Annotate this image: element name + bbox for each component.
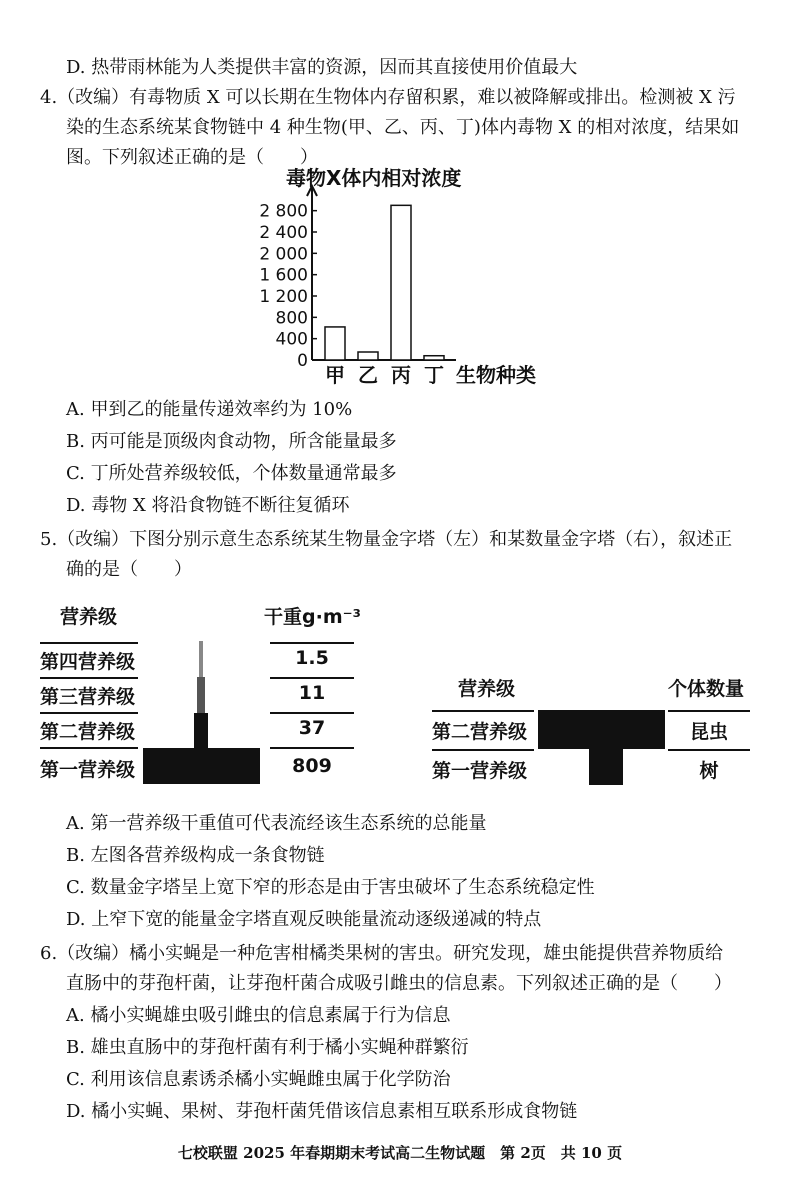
q5-option-a: A. 第一营养级干重值可代表流经该生态系统的总能量 bbox=[66, 813, 487, 834]
q6-option-c: C. 利用该信息素诱杀橘小实蝇雌虫属于化学防治 bbox=[66, 1069, 451, 1090]
y-tick-label: 800 bbox=[275, 308, 308, 329]
y-tick-label: 400 bbox=[275, 329, 308, 350]
x-tick-label: 乙 bbox=[358, 363, 378, 387]
q5-stem-line1: 5.（改编）下图分别示意生态系统某生物量金字塔（左）和某数量金字塔（右），叙述正 bbox=[40, 529, 733, 550]
q4-option-d: D. 毒物 X 将沿食物链不断往复循环 bbox=[66, 495, 350, 516]
chart-title: 毒物X体内相对浓度 bbox=[286, 166, 462, 190]
biomass-header-level: 营养级 bbox=[60, 606, 118, 628]
y-tick-label: 0 bbox=[297, 351, 308, 371]
q5-option-b: B. 左图各营养级构成一条食物链 bbox=[66, 845, 325, 866]
q4-stem-line2: 染的生态系统某食物链中 4 种生物(甲、乙、丙、丁)体内毒物 X 的相对浓度，结果如 bbox=[66, 117, 740, 138]
biomass-value-1: 809 bbox=[292, 755, 332, 777]
q4-option-c: C. 丁所处营养级较低，个体数量通常最多 bbox=[66, 463, 397, 484]
y-tick-label: 2 800 bbox=[259, 201, 308, 222]
biomass-bar-3 bbox=[197, 677, 205, 713]
q3-option-d: D. 热带雨林能为人类提供丰富的资源，因而其直接使用价值最大 bbox=[66, 57, 578, 78]
y-tick-label: 2 000 bbox=[259, 244, 308, 265]
bar-丁 bbox=[424, 356, 444, 360]
q6-stem-line1: 6.（改编）橘小实蝇是一种危害柑橘类果树的害虫。研究发现，雄虫能提供营养物质给 bbox=[40, 943, 724, 964]
biomass-level-1: 第一营养级 bbox=[40, 759, 136, 781]
q4-option-a: A. 甲到乙的能量传递效率约为 10% bbox=[66, 399, 353, 420]
q6-option-b: B. 雄虫直肠中的芽孢杆菌有利于橘小实蝇种群繁衍 bbox=[66, 1037, 469, 1058]
number-level-2: 第二营养级 bbox=[432, 721, 528, 743]
y-tick-label: 2 400 bbox=[259, 223, 308, 243]
bar-甲 bbox=[325, 327, 345, 360]
x-tick-label: 丙 bbox=[391, 363, 411, 387]
number-level-1: 第一营养级 bbox=[432, 760, 528, 782]
toxin-concentration-chart bbox=[250, 160, 550, 392]
biomass-level-2: 第二营养级 bbox=[40, 721, 136, 743]
number-header-value: 个体数量 bbox=[668, 678, 745, 700]
q6-option-a: A. 橘小实蝇雄虫吸引雌虫的信息素属于行为信息 bbox=[66, 1005, 451, 1026]
number-bar-2 bbox=[538, 710, 665, 749]
x-tick-label: 丁 bbox=[424, 363, 444, 387]
biomass-level-4: 第四营养级 bbox=[40, 651, 136, 673]
q4-stem-line3: 图。下列叙述正确的是（ ） bbox=[66, 147, 318, 168]
bar-乙 bbox=[358, 352, 378, 360]
number-value-2: 昆虫 bbox=[689, 721, 728, 743]
q4-stem-line1: 4.（改编）有毒物质 X 可以长期在生物体内存留积累，难以被降解或排出。检测被 X 污 bbox=[40, 87, 736, 108]
q5-option-d: D. 上窄下宽的能量金字塔直观反映能量流动逐级递减的特点 bbox=[66, 909, 542, 930]
page-footer: 七校联盟 2025 年春期期末考试高二生物试题 第 2页 共 10 页 bbox=[177, 1144, 623, 1162]
number-header-level: 营养级 bbox=[458, 678, 516, 700]
number-value-1: 树 bbox=[699, 760, 719, 782]
bar-丙 bbox=[391, 205, 411, 360]
number-bar-1 bbox=[589, 749, 623, 785]
biomass-bar-1 bbox=[143, 748, 260, 784]
y-tick-label: 1 600 bbox=[259, 265, 308, 286]
q4-option-b: B. 丙可能是顶级肉食动物，所含能量最多 bbox=[66, 431, 397, 452]
q6-option-d: D. 橘小实蝇、果树、芽孢杆菌凭借该信息素相互联系形成食物链 bbox=[66, 1101, 578, 1122]
biomass-value-3: 11 bbox=[298, 682, 326, 704]
biomass-header-value: 干重g·m⁻³ bbox=[264, 606, 361, 628]
chart-xlabel: 生物种类 bbox=[456, 363, 536, 387]
x-tick-label: 甲 bbox=[325, 363, 345, 387]
biomass-bar-4 bbox=[199, 641, 203, 677]
q5-stem-line2: 确的是（ ） bbox=[66, 559, 192, 580]
biomass-value-4: 1.5 bbox=[295, 647, 329, 669]
q5-option-c: C. 数量金字塔呈上宽下窄的形态是由于害虫破坏了生态系统稳定性 bbox=[66, 877, 595, 898]
biomass-bar-2 bbox=[194, 713, 208, 748]
biomass-value-2: 37 bbox=[298, 717, 326, 739]
biomass-level-3: 第三营养级 bbox=[40, 686, 136, 708]
y-tick-label: 1 200 bbox=[259, 287, 308, 307]
q6-stem-line2: 直肠中的芽孢杆菌，让芽孢杆菌合成吸引雌虫的信息素。下列叙述正确的是（ ） bbox=[66, 973, 732, 994]
